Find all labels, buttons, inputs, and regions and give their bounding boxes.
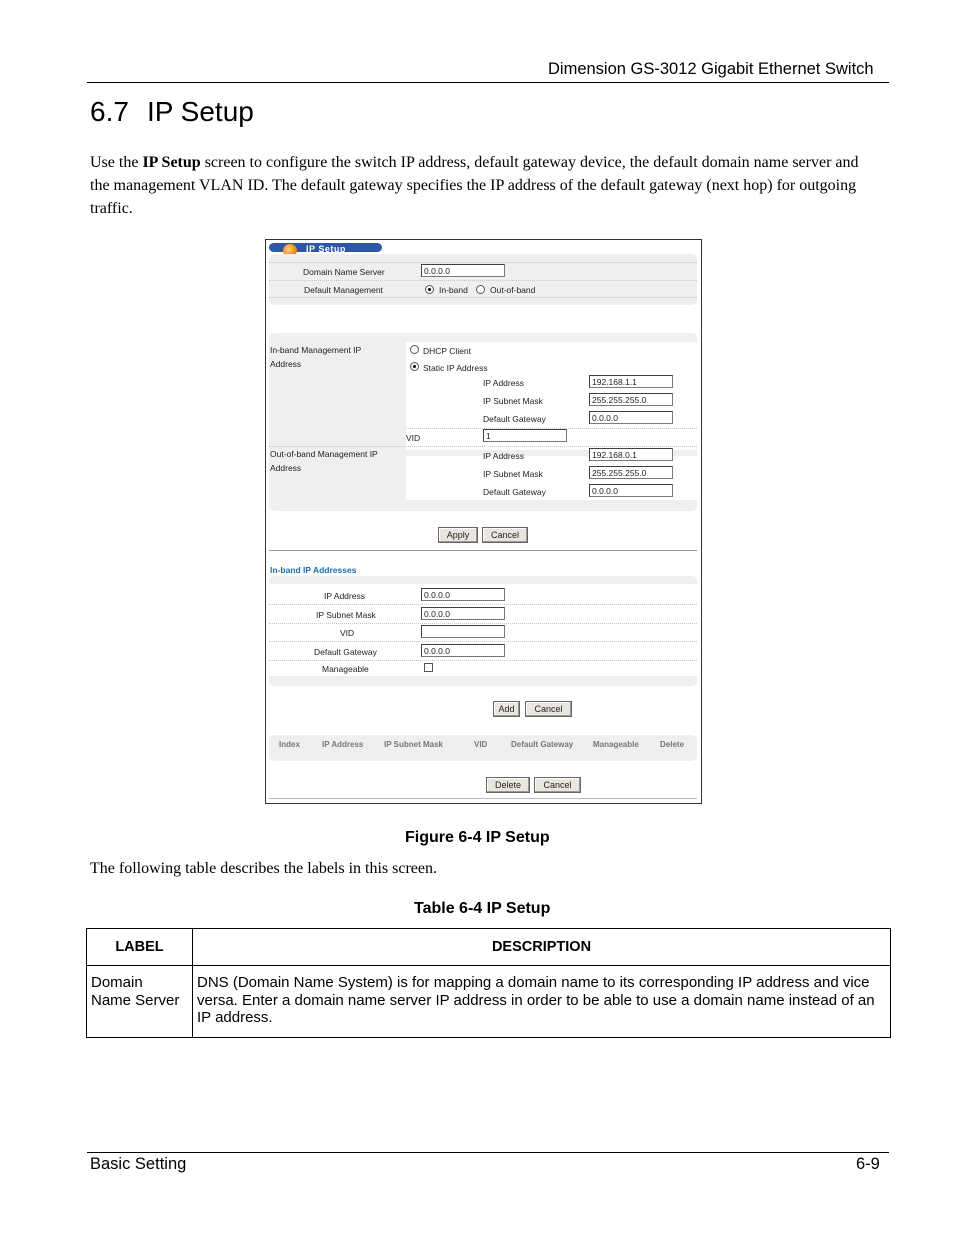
add-default-gateway-input[interactable]: 0.0.0.0 <box>421 644 505 657</box>
delete-button[interactable]: Delete <box>486 777 530 793</box>
following-text: The following table describes the labels in this screen. <box>90 860 438 877</box>
intro-prefix: Use the <box>90 154 143 171</box>
inband-ip-addresses-heading: In-band IP Addresses <box>270 565 357 575</box>
row-description: DNS (Domain Name System) is for mapping a domain name to its corresponding IP address and vice versa. Enter a domain name server IP address in order to be able to use a domain name instead of an IP address. <box>193 966 891 1038</box>
table-caption: Table 6-4 IP Setup <box>414 900 551 917</box>
add-ip-address-input[interactable]: 0.0.0.0 <box>421 588 505 601</box>
table-header-row <box>87 929 891 966</box>
oob-subnet-mask-input[interactable]: 255.255.255.0 <box>589 466 673 479</box>
add-vid-input[interactable] <box>421 625 505 638</box>
default-management-label: Default Management <box>304 285 383 295</box>
col-vid: VID <box>474 740 488 749</box>
inband-default-gateway-label: Default Gateway <box>483 414 546 424</box>
static-ip-radio[interactable] <box>410 362 419 371</box>
manageable-label: Manageable <box>322 664 369 674</box>
cancel-button[interactable]: Cancel <box>482 527 528 543</box>
vid-label: VID <box>406 433 421 443</box>
section-title <box>90 96 254 128</box>
bottom-divider <box>269 798 697 799</box>
add-cancel-button[interactable]: Cancel <box>525 701 572 717</box>
row-label-line2: Name Server <box>91 991 180 1009</box>
add-ip-subnet-mask-label: IP Subnet Mask <box>316 610 376 620</box>
oob-mgmt-label-line2: Address <box>270 463 302 473</box>
oob-ip-address-input[interactable]: 192.168.0.1 <box>589 448 673 461</box>
row-divider <box>269 641 697 642</box>
intro-suffix: screen to configure the switch IP address, default gateway device, the default domain name server and the management VLAN ID. The default gateway specifies the IP address of the default gateway (next hop) for outgoing traffic. <box>90 154 859 217</box>
figure-caption: Figure 6-4 IP Setup <box>405 829 550 846</box>
add-default-gateway-label: Default Gateway <box>314 647 377 657</box>
row-divider <box>269 623 697 624</box>
manageable-checkbox[interactable] <box>424 663 433 672</box>
col-default-gateway: Default Gateway <box>511 740 574 749</box>
ip-setup-screenshot <box>265 239 702 804</box>
outofband-radio-label: Out-of-band <box>490 285 536 295</box>
inband-ip-address-input[interactable]: 192.168.1.1 <box>589 375 673 388</box>
inband-subnet-mask-label: IP Subnet Mask <box>483 396 543 406</box>
section-number: 6.7 <box>90 96 129 127</box>
col-manageable: Manageable <box>593 740 639 749</box>
static-ip-label: Static IP Address <box>423 363 488 373</box>
oob-ip-address-label: IP Address <box>483 451 524 461</box>
inband-ip-address-label: IP Address <box>483 378 524 388</box>
inband-radio-label: In-band <box>439 285 468 295</box>
row-divider <box>269 297 697 298</box>
row-divider <box>269 262 697 263</box>
apply-button[interactable]: Apply <box>438 527 478 543</box>
col-index: Index <box>279 740 300 749</box>
inband-mgmt-label-line1: In-band Management IP <box>270 345 362 355</box>
row-divider <box>269 660 697 661</box>
add-ip-subnet-mask-input[interactable]: 0.0.0.0 <box>421 607 505 620</box>
table-row <box>87 966 891 1038</box>
domain-name-server-label: Domain Name Server <box>303 267 385 277</box>
col-ip-address: IP Address <box>322 740 364 749</box>
screen-title: IP Setup <box>306 244 346 254</box>
intro-bold: IP Setup <box>142 154 201 171</box>
oob-mgmt-label-line1: Out-of-band Management IP <box>270 449 378 459</box>
dhcp-client-label: DHCP Client <box>423 346 472 356</box>
vid-input[interactable]: 1 <box>483 429 567 442</box>
inband-default-gateway-input[interactable]: 0.0.0.0 <box>589 411 673 424</box>
screen-title-bar <box>269 243 382 252</box>
inband-mgmt-label-line2: Address <box>270 359 302 369</box>
inband-subnet-mask-input[interactable]: 255.255.255.0 <box>589 393 673 406</box>
oob-default-gateway-label: Default Gateway <box>483 487 546 497</box>
row-divider <box>269 280 697 281</box>
col-delete: Delete <box>660 740 685 749</box>
delete-cancel-button[interactable]: Cancel <box>534 777 581 793</box>
intro-paragraph <box>90 151 880 220</box>
row-label-line1: Domain <box>91 974 143 991</box>
section-divider <box>269 550 697 551</box>
add-button[interactable]: Add <box>493 701 520 717</box>
outofband-radio[interactable] <box>476 285 485 294</box>
inband-radio[interactable] <box>425 285 434 294</box>
label-description-table <box>86 928 891 1038</box>
row-divider <box>269 446 697 447</box>
section-title-text: IP Setup <box>146 96 254 127</box>
oob-subnet-mask-label: IP Subnet Mask <box>483 469 543 479</box>
footer-page-number: 6-9 <box>856 1155 880 1173</box>
description-column-header: DESCRIPTION <box>193 929 891 966</box>
col-ip-subnet-mask: IP Subnet Mask <box>384 740 443 749</box>
add-ip-address-label: IP Address <box>324 591 365 601</box>
dhcp-client-radio[interactable] <box>410 345 419 354</box>
domain-name-server-input[interactable]: 0.0.0.0 <box>421 264 505 277</box>
label-column-header: LABEL <box>87 929 193 966</box>
footer-rule <box>87 1152 889 1153</box>
row-label <box>87 966 193 1038</box>
add-vid-label: VID <box>340 628 355 638</box>
oob-default-gateway-input[interactable]: 0.0.0.0 <box>589 484 673 497</box>
row-divider <box>269 604 697 605</box>
running-header: Dimension GS-3012 Gigabit Ethernet Switch <box>548 60 874 78</box>
header-rule <box>87 82 889 83</box>
footer-chapter: Basic Setting <box>90 1155 187 1173</box>
